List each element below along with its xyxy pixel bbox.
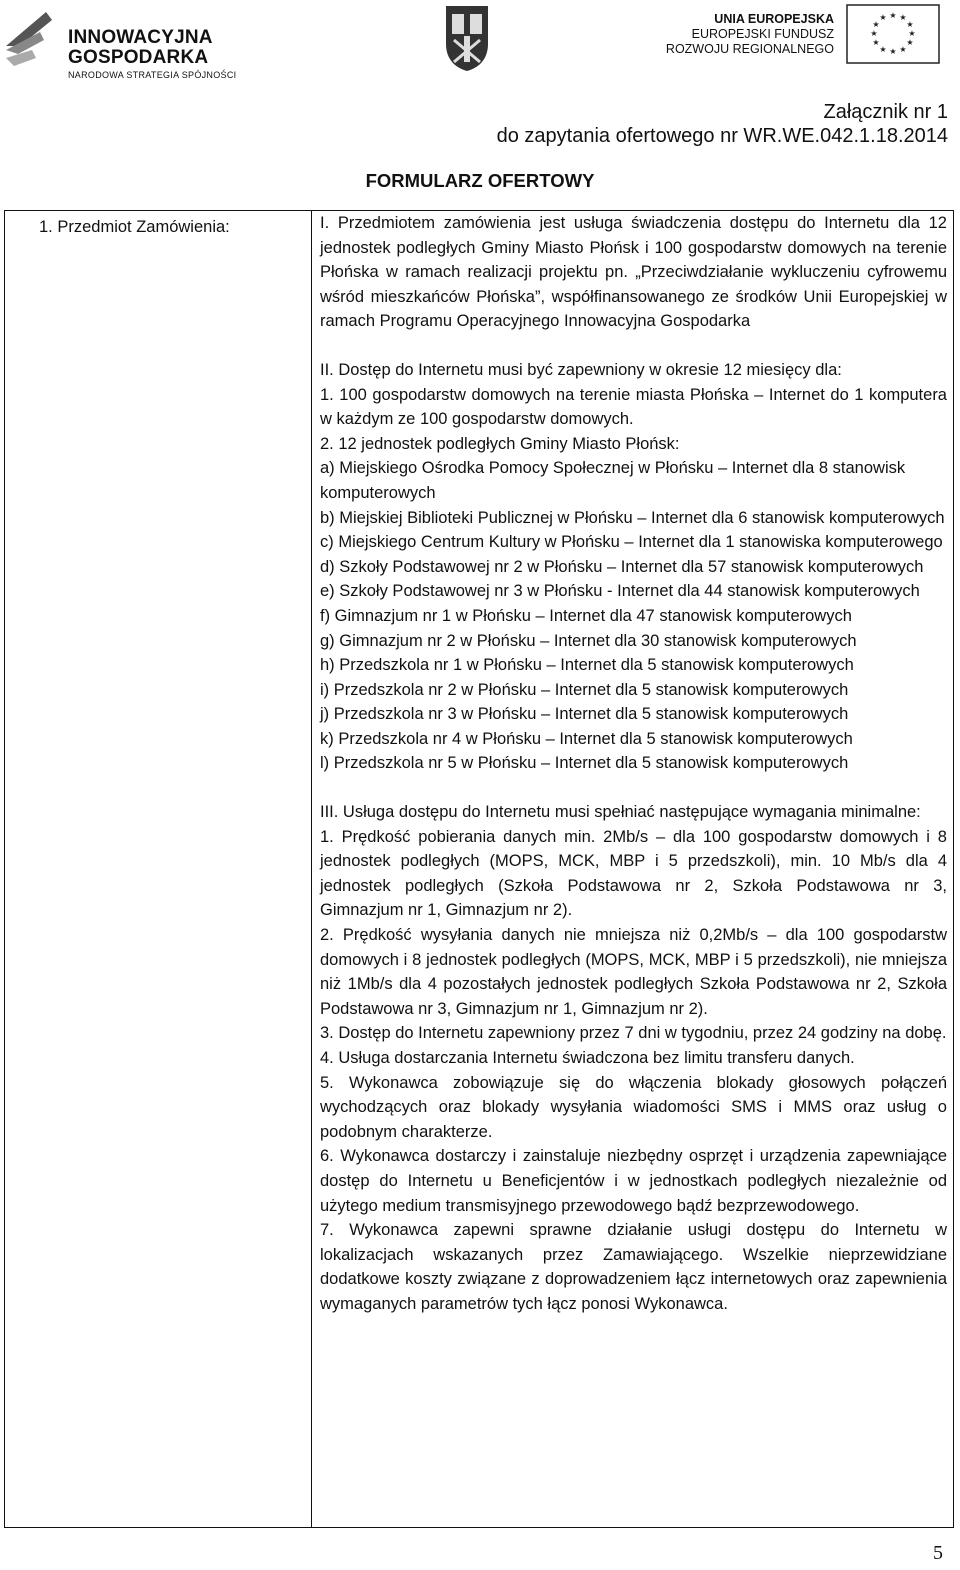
page-header bbox=[0, 0, 960, 80]
svg-text:★: ★ bbox=[889, 11, 897, 20]
logo-line1: INNOWACYJNA bbox=[68, 27, 213, 48]
annex-line1: Załącznik nr 1 bbox=[823, 101, 948, 123]
table-row bbox=[5, 211, 954, 1528]
section2-item: c) Miejskiego Centrum Kultury w Płońsku – Internet dla 1 stanowiska komputerowego bbox=[320, 533, 943, 552]
section2-item: g) Gimnazjum nr 2 w Płońsku – Internet dla 30 stanowisk komputerowych bbox=[320, 631, 857, 650]
form-title: FORMULARZ OFERTOWY bbox=[365, 170, 595, 191]
section2-item: d) Szkoły Podstawowej nr 2 w Płońsku – Internet dla 57 stanowisk komputerowych bbox=[320, 557, 924, 576]
section3-item: 3. Dostęp do Internetu zapewniony przez 7 dni w tygodniu, przez 24 godziny na dobę. bbox=[320, 1024, 947, 1043]
section2-item: a) Miejskiego Ośrodka Pomocy Społecznej w Płońsku – Internet dla 8 stanowisk komputerowych bbox=[320, 459, 906, 502]
section3-item: 2. Prędkość wysyłania danych nie mniejsza niż 0,2Mb/s – dla 100 gospodarstw domowych i 8 jednostek podległych (MOPS, MCK, MBP i 5 przedszkoli), nie mniejsza niż 1Mb/s dla 4 pozostałych jednostek podległych Szkoła Podstawowa nr 2, Szkoła Podstawowa nr 3, Gimnazjum nr 1, Gimnazjum nr 2). bbox=[320, 926, 947, 1018]
svg-text:★: ★ bbox=[879, 45, 887, 54]
section2-item: 2. 12 jednostek podległych Gminy Miasto Płońsk: bbox=[320, 434, 680, 453]
section3-heading: III. Usługa dostępu do Internetu musi spełniać następujące wymagania minimalne: bbox=[320, 803, 921, 822]
eu-line1: UNIA EUROPEJSKA bbox=[714, 12, 834, 26]
section2-heading: II. Dostęp do Internetu musi być zapewniony w okresie 12 miesięcy dla: bbox=[320, 360, 842, 379]
svg-text:★: ★ bbox=[870, 29, 878, 38]
section2-item: k) Przedszkola nr 4 w Płońsku – Internet dla 5 stanowisk komputerowych bbox=[320, 729, 853, 748]
svg-text:★: ★ bbox=[872, 38, 880, 47]
section3-item: 1. Prędkość pobierania danych min. 2Mb/s – dla 100 gospodarstw domowych i 8 jednostek podległych (MOPS, MCK, MBP i 5 przedszkoli), min. 10 Mb/s dla 4 jednostek podległych (Szkoła Podstawowa nr 2, Szkoła Podstawowa nr 3, Gimnazjum nr 1, Gimnazjum nr 2). bbox=[320, 827, 947, 920]
section2-item: b) Miejskiej Biblioteki Publicznej w Płońsku – Internet dla 6 stanowisk komputerowych bbox=[320, 508, 945, 527]
section2-item: i) Przedszkola nr 2 w Płońsku – Internet dla 5 stanowisk komputerowych bbox=[320, 680, 849, 699]
logo-line3: NARODOWA STRATEGIA SPÓJNOŚCI bbox=[68, 70, 237, 80]
left-cell bbox=[5, 211, 312, 1528]
svg-text:★: ★ bbox=[889, 47, 897, 56]
section3-item: 7. Wykonawca zapewni sprawne działanie usługi dostępu do Internetu w lokalizacjach wskazanych przez Zamawiającego. Wszelkie nieprzewidziane dodatkowe koszty związane z doprowadzeniem łącz internetowych oraz zapewnienia wymaganych parametrów tych łącz ponosi Wykonawca. bbox=[320, 1221, 947, 1313]
section1-para: I. Przedmiotem zamówienia jest usługa świadczenia dostępu do Internetu dla 12 jednostek podległych Gminy Miasto Płońsk i 100 gospodarstw domowych na terenie Płońska w ramach realizacji projektu pn. „Przeciwdziałanie wykluczeniu cyfrowemu wśród mieszkańców Płońska”, współfinansowanego ze środków Unii Europejskiej w ramach Programu Operacyjnego Innowacyjna Gospodarka bbox=[320, 214, 947, 331]
section2-item: e) Szkoły Podstawowej nr 3 w Płońsku - Internet dla 44 stanowisk komputerowych bbox=[320, 582, 920, 601]
annex-line2: do zapytania ofertowego nr WR.WE.042.1.18.2014 bbox=[496, 125, 948, 147]
svg-text:★: ★ bbox=[872, 20, 880, 29]
logo-line2: GOSPODARKA bbox=[68, 47, 209, 68]
section3-item: 5. Wykonawca zobowiązuje się do włączenia blokady głosowych połączeń wychodzących oraz blokady wysyłania wiadomości SMS i MMS oraz usług o podobnym charakterze. bbox=[320, 1073, 947, 1141]
svg-text:★: ★ bbox=[906, 20, 914, 29]
section2-item: h) Przedszkola nr 1 w Płońsku – Internet dla 5 stanowisk komputerowych bbox=[320, 656, 854, 675]
svg-text:★: ★ bbox=[906, 38, 914, 47]
order-subject-table bbox=[4, 210, 954, 1528]
svg-text:★: ★ bbox=[899, 13, 907, 22]
section2-item: l) Przedszkola nr 5 w Płońsku – Internet dla 5 stanowisk komputerowych bbox=[320, 754, 849, 773]
innowacyjna-gospodarka-logo bbox=[6, 6, 246, 78]
eu-flag-icon bbox=[846, 4, 940, 64]
ig-logo-icon bbox=[6, 6, 54, 78]
section2-item: j) Przedszkola nr 3 w Płońsku – Internet dla 5 stanowisk komputerowych bbox=[320, 705, 849, 724]
page-number: 5 bbox=[933, 1542, 943, 1564]
section2-item: 1. 100 gospodarstw domowych na terenie miasta Płońska – Internet do 1 komputera w każdym ze 100 gospodarstw domowych. bbox=[320, 385, 947, 429]
annex-label bbox=[497, 100, 948, 148]
svg-text:★: ★ bbox=[899, 45, 907, 54]
eu-text-block bbox=[666, 12, 834, 57]
svg-text:★: ★ bbox=[908, 29, 916, 38]
section2-item: f) Gimnazjum nr 1 w Płońsku – Internet dla 47 stanowisk komputerowych bbox=[320, 606, 852, 625]
svg-text:★: ★ bbox=[879, 13, 887, 22]
left-label: 1. Przedmiot Zamówienia: bbox=[39, 218, 230, 236]
eu-line2: EUROPEJSKI FUNDUSZ bbox=[691, 27, 834, 41]
section3-item: 6. Wykonawca dostarczy i zainstaluje niezbędny osprzęt i urządzenia zapewniające dostęp do Internetu u Beneficjentów i w jednostkach podległych niezależnie od użytego medium transmisyjnego przewodowego bądź bezprzewodowego. bbox=[320, 1147, 947, 1215]
section3-item: 4. Usługa dostarczania Internetu świadczona bez limitu transferu danych. bbox=[320, 1049, 855, 1067]
coat-of-arms-icon bbox=[444, 4, 490, 72]
eu-line3: ROZWOJU REGIONALNEGO bbox=[665, 42, 834, 56]
right-cell bbox=[312, 211, 954, 1528]
